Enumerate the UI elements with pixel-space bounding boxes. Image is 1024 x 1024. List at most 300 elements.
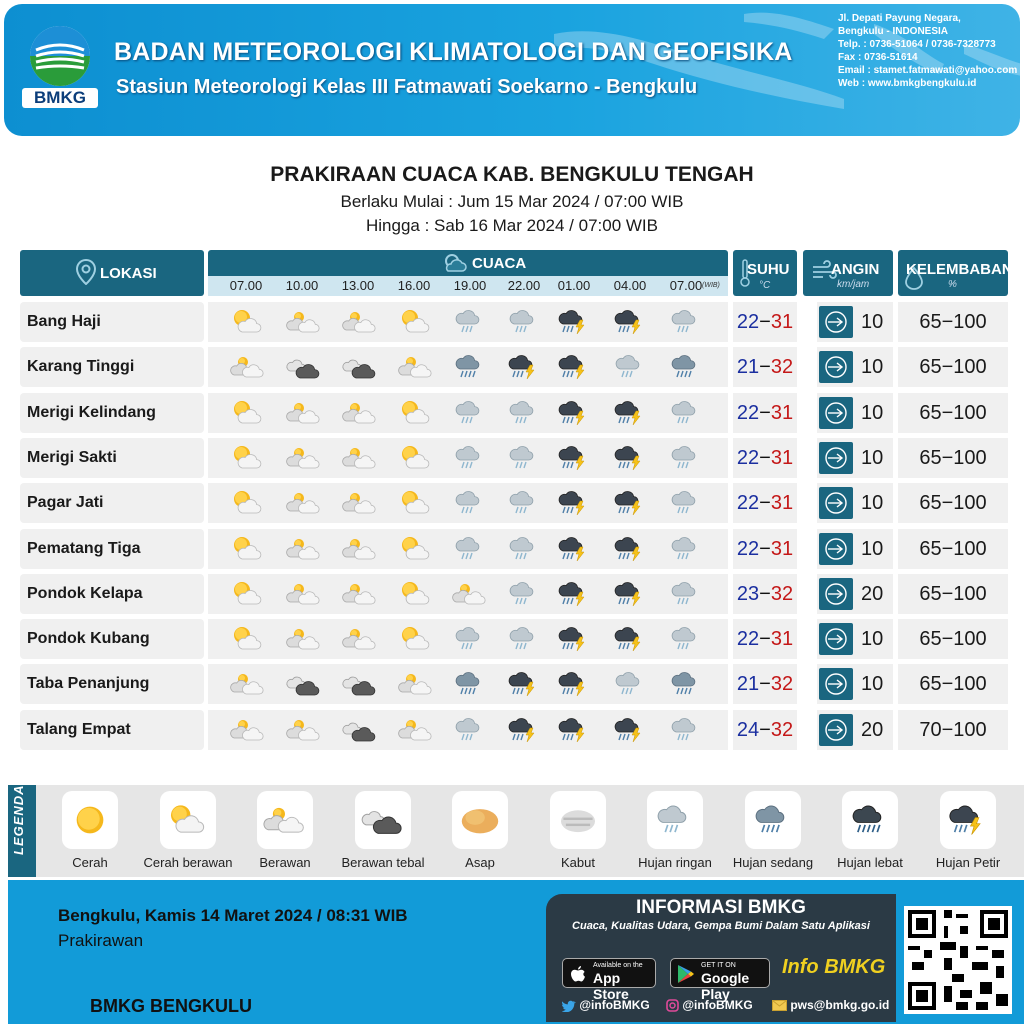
weather-cell [452,353,488,381]
wind-cell [817,619,893,659]
berawan-tebal-icon [342,353,378,381]
legend-icon-box [452,791,508,849]
weather-header [208,250,728,276]
temp-max: 31 [770,311,794,333]
wind-direction-box [819,442,853,474]
location-cell: Taba Penanjung [20,664,204,704]
wind-header-label: ANGIN [831,261,880,278]
wind-cell [817,664,893,704]
cerah-berawan-icon [230,625,266,653]
berawan-icon [342,625,378,653]
weather-cell [398,353,434,381]
humidity-cell: 65−100 [898,483,1008,523]
cerah-berawan-icon [398,489,434,517]
location-cell: Merigi Kelindang [20,393,204,433]
hujan-lebat-icon [848,803,892,837]
qr-code-icon [904,906,1012,1014]
weather-cell [506,444,542,472]
weather-cell [398,625,434,653]
temp-max: 31 [770,538,794,560]
wind-direction-box [819,623,853,655]
weather-cell [668,716,704,744]
temperature-cell [733,529,797,569]
hujan-sedang-icon [751,803,795,837]
temp-separator: − [759,402,771,424]
weather-cell [612,353,648,381]
weather-cell [556,580,592,608]
humidity-cell: 65−100 [898,574,1008,614]
weather-cell [230,308,266,336]
hujan-ringan-icon [452,489,488,517]
hujan-ringan-icon [506,399,542,427]
wind-cell [817,302,893,342]
hujan-petir-icon [506,716,542,744]
legend-item-hujan-petir [920,791,1016,870]
hujan-petir-icon [612,399,648,427]
weather-cell [230,580,266,608]
legend-item-berawan [237,791,333,870]
weather-cell [556,716,592,744]
hujan-sedang-icon [668,670,704,698]
wind-direction-box [819,668,853,700]
weather-cell [230,444,266,472]
hujan-ringan-icon [668,580,704,608]
address-line: Jl. Depati Payung Negara, [838,13,961,24]
wind-speed: 20 [861,719,884,741]
wind-cell [817,710,893,750]
legend-item-cerah-berawan [140,791,236,870]
twitter-handle[interactable] [562,998,650,1012]
hujan-petir-icon [556,535,592,563]
weather-cell [668,489,704,517]
weather-cell [342,535,378,563]
weather-cell [556,489,592,517]
location-cell: Merigi Sakti [20,438,204,478]
weather-cell [452,308,488,336]
humidity-unit: % [948,279,957,290]
google-play-button[interactable] [670,958,770,1002]
temp-max: 32 [770,356,794,378]
weather-cell [398,399,434,427]
time-label: 07.00 [229,278,263,293]
legend-label: Berawan tebal [341,855,425,870]
hujan-petir-icon [556,308,592,336]
weather-cell [556,353,592,381]
legend-icon-box [62,791,118,849]
google-play-icon [677,964,695,984]
weather-cell [668,399,704,427]
legend-label: Berawan [259,855,311,870]
location-cell: Talang Empat [20,710,204,750]
info-bmkg-panel [546,894,896,1022]
berawan-icon [286,308,322,336]
apple-icon [570,965,586,983]
humidity-header [898,250,1013,296]
weather-cell [342,625,378,653]
humidity-cell: 65−100 [898,393,1008,433]
cerah-berawan-icon [230,444,266,472]
temp-unit: °C [759,280,771,291]
weather-cell [506,489,542,517]
legend-item-asap [432,791,528,870]
legend-icon-box [745,791,801,849]
weather-cell [342,489,378,517]
hujan-petir-icon [612,580,648,608]
header-banner [4,4,1020,136]
hujan-petir-icon [506,670,542,698]
wind-cell [817,483,893,523]
weather-cell [556,670,592,698]
hujan-ringan-icon [653,803,697,837]
temp-max: 32 [770,673,794,695]
berawan-icon [286,489,322,517]
weather-cell [286,399,322,427]
email-line[interactable]: Email : stamet.fatmawati@yahoo.com [838,65,1018,76]
time-label: 10.00 [285,278,319,293]
berawan-icon [286,580,322,608]
app-store-small: Available on the [593,962,643,969]
wind-speed: 10 [861,356,884,378]
email-text: pws@bmkg.go.id [790,998,890,1012]
weather-cell [612,308,648,336]
app-store-label: App Store [593,970,629,1002]
temp-header [733,250,797,296]
cerah-berawan-icon [166,803,210,837]
cerah-berawan-icon [230,580,266,608]
temp-min: 24 [736,719,760,741]
weather-cell [398,535,434,563]
location-cell: Pondok Kelapa [20,574,204,614]
issue-date: Bengkulu, Kamis 14 Maret 2024 / 08:31 WIB [58,906,408,925]
info-bmkg-app-logo: Info BMKG [782,956,886,978]
weather-cell [230,399,266,427]
weather-cell [612,444,648,472]
weather-cell [342,308,378,336]
location-cell: Pagar Jati [20,483,204,523]
email-contact[interactable] [772,998,889,1012]
wind-speed: 10 [861,402,884,424]
weather-cell [612,716,648,744]
wind-speed: 10 [861,673,884,695]
weather-row [208,664,728,704]
weather-cell [668,625,704,653]
berawan-icon [342,308,378,336]
humidity-cell: 65−100 [898,302,1008,342]
cerah-berawan-icon [398,444,434,472]
temp-max: 31 [770,402,794,424]
legend-label: Cerah berawan [143,855,233,870]
temp-separator: − [759,538,771,560]
wind-direction-icon [819,578,853,610]
hujan-petir-icon [556,716,592,744]
weather-cell [668,308,704,336]
weather-cell [398,580,434,608]
berawan-tebal-icon [361,803,405,837]
hujan-ringan-icon [506,444,542,472]
legend-label: Cerah [72,855,108,870]
legend-icon-box [257,791,313,849]
twitter-icon [562,1000,576,1012]
berawan-icon [398,670,434,698]
phone-line: Telp. : 0736-51064 / 0736-7328773 [838,39,996,50]
weather-cell [230,716,266,744]
hujan-sedang-icon [668,353,704,381]
hujan-petir-icon [506,353,542,381]
hujan-ringan-icon [452,625,488,653]
wind-direction-icon [819,487,853,519]
temp-min: 22 [736,628,760,650]
weather-cell [230,625,266,653]
temperature-cell [733,483,797,523]
instagram-text: @infoBMKG [682,998,753,1012]
berawan-icon [286,535,322,563]
humidity-header-label: KELEMBABAN [906,261,1013,278]
hujan-ringan-icon [452,444,488,472]
mail-icon [772,1000,787,1011]
weather-cell [668,670,704,698]
time-header-row [208,276,728,296]
wind-cell [817,393,893,433]
forecast-title: PRAKIRAAN CUACA KAB. BENGKULU TENGAH [270,163,754,186]
wind-direction-icon [819,306,853,338]
hujan-ringan-icon [612,353,648,381]
info-subtitle: Cuaca, Kualitas Udara, Gempa Bumi Dalam Satu Aplikasi [572,920,870,932]
humidity-cell: 65−100 [898,619,1008,659]
location-header [20,250,204,296]
location-cell: Pondok Kubang [20,619,204,659]
berawan-icon [286,444,322,472]
cerah-berawan-icon [230,308,266,336]
weather-cell [506,716,542,744]
legend-tab [8,785,36,877]
wind-direction-icon [819,668,853,700]
berawan-icon [230,670,266,698]
humidity-cell: 70−100 [898,710,1008,750]
hujan-sedang-icon [452,353,488,381]
legend-panel [8,785,1024,877]
qr-code[interactable] [904,906,1012,1014]
legend-label: Hujan ringan [638,855,712,870]
weather-cell [612,580,648,608]
temp-separator: − [759,311,771,333]
hujan-ringan-icon [506,489,542,517]
weather-cell [612,535,648,563]
weather-cell [230,353,266,381]
station-subtitle: Stasiun Meteorologi Kelas III Fatmawati Soekarno - Bengkulu [116,76,698,98]
humidity-cell: 65−100 [898,347,1008,387]
hujan-ringan-icon [668,308,704,336]
hujan-ringan-icon [452,716,488,744]
weather-cell [612,399,648,427]
google-play-label: Google Play [701,970,750,1002]
weather-cell [286,444,322,472]
time-label: 13.00 [341,278,375,293]
temp-min: 22 [736,311,760,333]
forecaster-role: Prakirawan [58,931,144,950]
valid-until: Hingga : Sab 16 Mar 2024 / 07:00 WIB [365,216,658,235]
legend-label: Kabut [561,855,595,870]
hujan-petir-icon [556,353,592,381]
temp-min: 22 [736,492,760,514]
temp-min: 22 [736,447,760,469]
web-line[interactable]: Web : www.bmkgbengkulu.id [838,78,977,89]
hujan-petir-icon [556,670,592,698]
cerah-berawan-icon [398,580,434,608]
weather-cell [230,489,266,517]
berawan-icon [286,399,322,427]
hujan-sedang-icon [452,670,488,698]
weather-row [208,574,728,614]
legend-item-hujan-sedang [725,791,821,870]
temperature-cell [733,574,797,614]
app-store-button[interactable] [562,958,656,1002]
legend-title: LEGENDA [11,784,26,855]
wind-speed: 20 [861,583,884,605]
time-label: 19.00 [453,278,487,293]
berawan-icon [230,353,266,381]
legend-label: Hujan Petir [935,855,1001,870]
berawan-icon [398,716,434,744]
hujan-ringan-icon [452,535,488,563]
berawan-icon [342,444,378,472]
weather-cell [556,308,592,336]
hujan-ringan-icon [506,580,542,608]
legend-label: Asap [465,855,495,870]
weather-cell [506,580,542,608]
cerah-icon [68,803,112,837]
time-label: 07.00 [669,278,703,293]
hujan-ringan-icon [506,625,542,653]
logo-emblem-icon [30,26,90,86]
temp-min: 22 [736,538,760,560]
weather-header-label: CUACA [472,255,527,272]
instagram-handle[interactable] [666,998,753,1012]
temp-max: 32 [770,719,794,741]
wind-header [803,250,893,296]
legend-icon-box [355,791,411,849]
weather-cell [452,580,488,608]
address-block [838,12,1018,90]
wind-direction-box [819,533,853,565]
humidity-cell: 65−100 [898,664,1008,704]
agency-title: BADAN METEOROLOGI KLIMATOLOGI DAN GEOFISIKA [114,38,793,66]
weather-cell [286,353,322,381]
time-label: 04.00 [613,278,647,293]
info-title: INFORMASI BMKG [636,897,806,918]
weather-cell [398,716,434,744]
wind-direction-icon [819,442,853,474]
wind-speed: 10 [861,538,884,560]
google-play-small: GET IT ON [701,962,736,969]
temp-separator: − [759,492,771,514]
berawan-icon [230,716,266,744]
org-name: BMKG BENGKULU [90,996,252,1016]
hujan-petir-icon [612,716,648,744]
weather-cell [668,353,704,381]
hujan-petir-icon [556,399,592,427]
humidity-cell: 65−100 [898,438,1008,478]
weather-cell [556,444,592,472]
berawan-icon [263,803,307,837]
twitter-text: @infoBMKG [579,998,650,1012]
weather-row [208,438,728,478]
temp-separator: − [759,719,771,741]
hujan-ringan-icon [506,535,542,563]
cerah-berawan-icon [230,489,266,517]
weather-cell [452,625,488,653]
wind-direction-box [819,306,853,338]
hujan-ringan-icon [612,670,648,698]
wind-direction-icon [819,533,853,565]
weather-row [208,529,728,569]
weather-row [208,393,728,433]
humidity-cell: 65−100 [898,529,1008,569]
temperature-cell [733,619,797,659]
weather-cell [230,535,266,563]
weather-row [208,710,728,750]
weather-cell [612,489,648,517]
cerah-berawan-icon [398,535,434,563]
time-label: 16.00 [397,278,431,293]
wind-direction-box [819,714,853,746]
temp-separator: − [759,673,771,695]
temp-min: 21 [736,673,760,695]
legend-icon-box [550,791,606,849]
weather-cell [506,670,542,698]
hujan-petir-icon [612,308,648,336]
wind-direction-box [819,351,853,383]
weather-cell [506,625,542,653]
hujan-petir-icon [946,803,990,837]
weather-cell [286,489,322,517]
cerah-berawan-icon [230,399,266,427]
hujan-petir-icon [612,625,648,653]
bmkg-logo [22,26,98,112]
legend-item-kabut [530,791,626,870]
legend-icon-box [160,791,216,849]
legend-label: Hujan sedang [732,855,814,870]
wind-direction-box [819,578,853,610]
address-line: Bengkulu - INDONESIA [838,26,949,37]
fax-line: Fax : 0736-51614 [838,52,918,63]
weather-cell [452,399,488,427]
footer [8,880,1024,1024]
weather-cell [556,625,592,653]
wind-cell [817,347,893,387]
temp-min: 23 [736,583,760,605]
instagram-icon [666,999,679,1012]
weather-cell [506,399,542,427]
weather-cell [506,353,542,381]
hujan-petir-icon [556,625,592,653]
weather-cell [668,535,704,563]
wind-speed: 10 [861,447,884,469]
berawan-icon [342,535,378,563]
cerah-berawan-icon [398,308,434,336]
weather-cell [286,716,322,744]
weather-cell [506,308,542,336]
wind-direction-icon [819,351,853,383]
wind-cell [817,529,893,569]
wind-direction-box [819,487,853,519]
weather-cell [452,535,488,563]
temperature-cell [733,710,797,750]
weather-cell [556,535,592,563]
berawan-tebal-icon [342,670,378,698]
temp-max: 32 [770,583,794,605]
berawan-icon [452,580,488,608]
berawan-icon [342,399,378,427]
